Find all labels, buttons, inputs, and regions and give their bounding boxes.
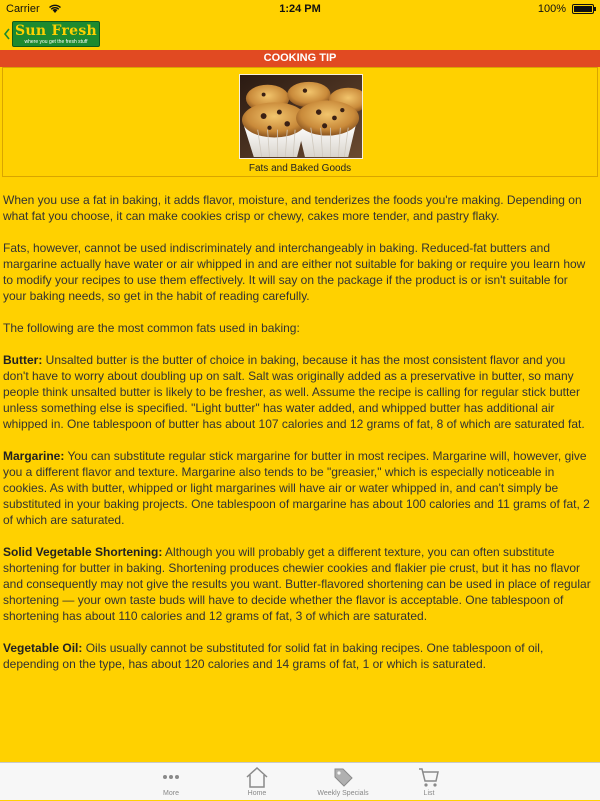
home-icon: [245, 766, 269, 788]
sun-fresh-logo[interactable]: [12, 21, 100, 47]
tab-weekly-specials[interactable]: [303, 763, 383, 801]
fat-description: Unsalted butter is the butter of choice in baking, because it has the most consistent flavor and you don't have to worry about doubling up on salt. Salt was originally added as a preservative in butter, so many people think unsalted butter is likely to be fresher, as well. Assume the recipe is calling for regular stick butter unless something else is specified. "Light butter" has water added, and whipped butter has additional air whipped in. One tablespoon of butter has about 107 calories and 12 grams of fat, 8 of which are saturated fat.: [3, 353, 585, 431]
tab-label: List: [423, 790, 435, 797]
top-nav: [0, 18, 600, 50]
fat-term: Vegetable Oil:: [3, 641, 83, 655]
tab-label: Home: [247, 790, 267, 797]
article-paragraph: The following are the most common fats used in baking:: [3, 321, 300, 335]
battery-percent: 100%: [537, 3, 566, 15]
fat-description: Oils usually cannot be substituted for solid fat in baking recipes. One tablespoon of oil, depending on the type, has about 120 calories and 14 grams of fat, 1 or which is saturated.: [3, 641, 544, 671]
fat-term: Margarine:: [3, 449, 65, 463]
fat-term: Solid Vegetable Shortening:: [3, 545, 163, 559]
tab-bar: [0, 762, 600, 800]
back-chevron-icon[interactable]: [2, 27, 12, 41]
article-paragraph: Fats, however, cannot be used indiscriminately and interchangeably in baking. Reduced-fat butters and margarine actually have water or air whipped in and are either not suitable for baking or require you learn how to modify your recipes to use them effectively. It will say on the package if the product is or isn't suitable for your baking needs, so get in the habit of reading carefully.: [3, 241, 586, 303]
article-body: [3, 192, 593, 688]
clock: 1:24 PM: [279, 3, 321, 15]
image-caption: Fats and Baked Goods: [248, 163, 352, 174]
fat-entry-shortening: [3, 544, 593, 624]
more-dots-icon: [159, 766, 183, 788]
section-title-bar: COOKING TIP: [0, 50, 600, 67]
fat-description: Although you will probably get a different texture, you can often substitute shortening for butter in baking. Shortening produces chewier cookies and flakier pie crust, but it has no flavor and consequently may not give the results you want. Butter-flavored shortening can be used in place of regular shortening — your own taste buds will have to decide whether the flavor is acceptable. One tablespoon of shortening has about 110 calories and 12 grams of fat, 3 of which are saturated.: [3, 545, 591, 623]
tab-list[interactable]: [389, 763, 469, 801]
tab-more[interactable]: [131, 763, 211, 801]
fat-entry-margarine: [3, 448, 593, 528]
image-panel: [2, 67, 598, 177]
fat-entry-butter: [3, 352, 593, 432]
fat-description: You can substitute regular stick margarine for butter in most recipes. Margarine will, however, give you a different flavor and texture. Margarine also tends to be "greasier," which is especially noticeable in cookies. As with butter, whipped or light margarines will have air or water whipped in, and can't simply be substituted in your baking projects. One tablespoon of margarine has about 100 calories and 11 grams of fat, 2 of which are saturated.: [3, 449, 590, 527]
logo-text: Sun Fresh: [14, 23, 98, 39]
carrier-label: Carrier: [6, 3, 40, 15]
tab-home[interactable]: [217, 763, 297, 801]
shopping-cart-icon: [417, 766, 441, 788]
tab-label: More: [163, 790, 179, 797]
muffins-photo: [239, 74, 363, 159]
article-paragraph: When you use a fat in baking, it adds flavor, moisture, and tenderizes the foods you're making. Depending on what fat you choose, it can make cookies crisp or chewy, cakes more tender, and pastry flaky.: [3, 193, 582, 223]
battery-icon: [572, 4, 594, 14]
tab-label: Weekly Specials: [317, 790, 369, 797]
fat-term: Butter:: [3, 353, 43, 367]
fat-entry-vegetable-oil: [3, 640, 593, 672]
status-bar: [0, 0, 600, 18]
logo-tagline: where you get the fresh stuff: [24, 39, 88, 45]
price-tag-icon: [331, 766, 355, 788]
